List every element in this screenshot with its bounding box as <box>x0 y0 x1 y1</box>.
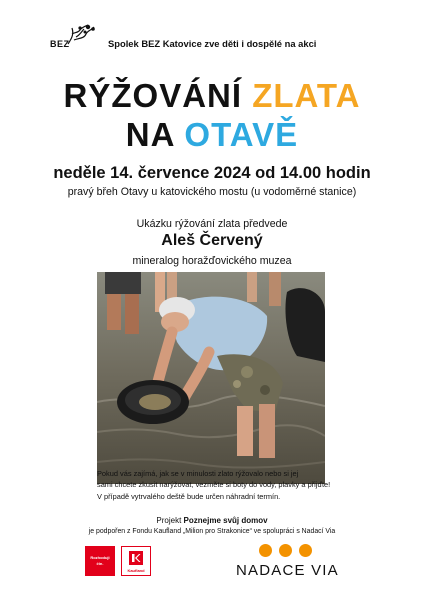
presenter-name: Aleš Červený <box>161 232 263 249</box>
kaufland-icon <box>129 551 143 565</box>
participation-note <box>97 468 331 502</box>
kaufland-logo <box>121 546 151 576</box>
via-dot-1 <box>259 544 272 557</box>
title-word-otave: OTAVĚ <box>184 116 299 153</box>
tree-icon <box>66 24 96 46</box>
title-word-ryzovani: RÝŽOVÁNÍ <box>63 77 253 114</box>
kaufland-text: Kaufland <box>127 568 145 573</box>
rozhoduji-line-1: Rozhoduji <box>90 555 110 560</box>
event-place: pravý břeh Otavy u katovického mostu (u vodoměrné stanice) <box>67 186 357 198</box>
logo-text: BEZ <box>50 39 70 49</box>
project-name: Poznejme svůj domov <box>183 516 268 525</box>
bez-logo <box>48 24 102 54</box>
rozhoduji-line-2: čin. <box>96 561 104 566</box>
via-dot-3 <box>299 544 312 557</box>
event-photo <box>97 272 325 484</box>
gold-panning-photo <box>97 272 325 484</box>
presenter-role: mineralog horažďovického muzea <box>132 255 292 267</box>
project-line <box>0 516 424 525</box>
event-date: neděle 14. července 2024 od 14.00 hodin <box>53 164 371 182</box>
rozhoduji-logo <box>85 546 115 576</box>
organizer-text: Spolek BEZ Katovice zve děti i dospělé na akci <box>108 38 317 49</box>
title-line-1 <box>0 76 424 116</box>
note-line-1: Pokud vás zajímá, jak se v minulosti zlato rýžovalo nebo si jej <box>97 469 299 478</box>
title-word-na: NA <box>125 116 185 153</box>
via-dot-2 <box>279 544 292 557</box>
presenter-intro: Ukázku rýžování zlata předvede <box>136 218 288 230</box>
note-line-2: sami chcete zkusit narýžovat, vezměte si boty do vody, plavky a přijďte! <box>97 480 331 490</box>
project-prefix: Projekt <box>156 516 184 525</box>
note-line-3: V případě vytrvalého deště bude určen náhradní termín. <box>97 491 281 501</box>
title-line-2 <box>0 115 424 155</box>
project-support: je podpořen z Fondu Kaufland „Milion pro Strakonice“ ve spolupráci s Nadací Via <box>88 528 336 535</box>
nadace-via-text: NADACE VIA <box>236 562 339 579</box>
title-word-zlata: ZLATA <box>252 77 361 114</box>
